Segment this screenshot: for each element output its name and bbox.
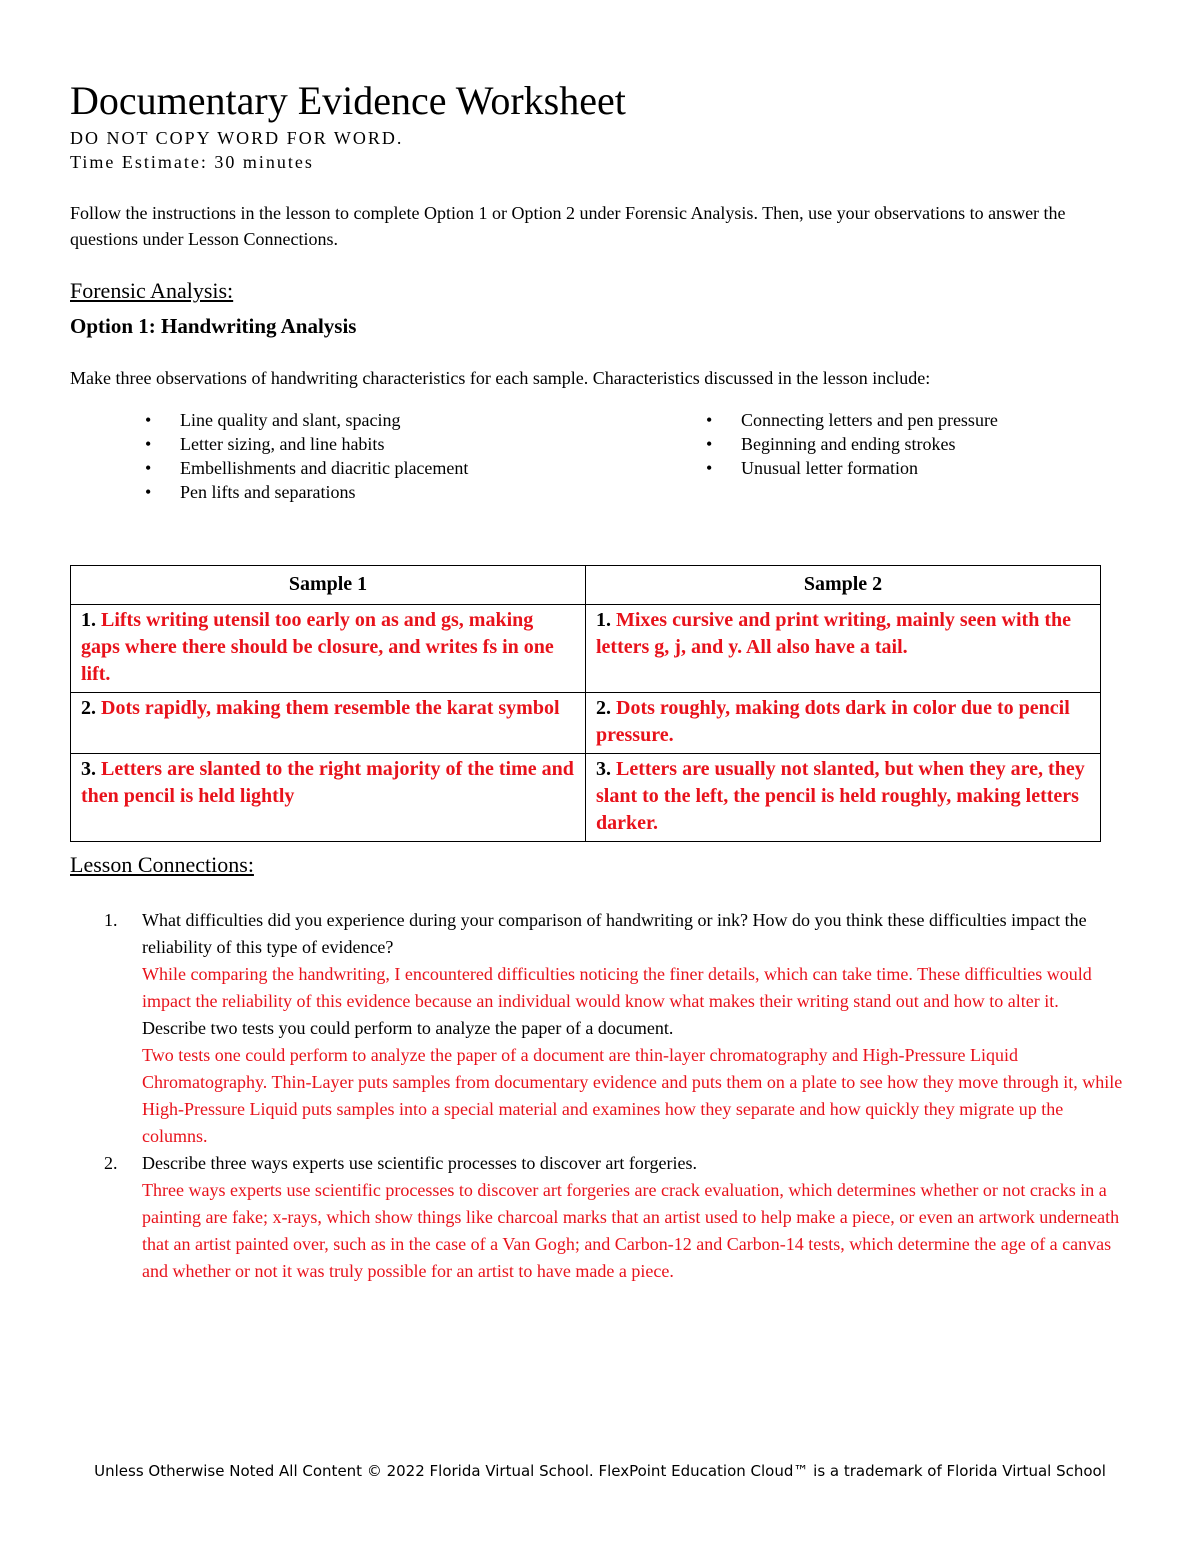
table-header-row [71, 566, 1101, 605]
cell-text: Letters are slanted to the right majority of the time and then pencil is held lightly [81, 758, 574, 807]
table-cell [71, 754, 586, 842]
cell-text: Mixes cursive and print writing, mainly seen with the letters g, j, and y. All also have a tail. [596, 609, 1071, 658]
table-cell [586, 754, 1101, 842]
intro-paragraph: Follow the instructions in the lesson to complete Option 1 or Option 2 under Forensic Analysis. Then, use your observations to answer the questions under Lesson Connections. [70, 203, 1066, 249]
table-cell [586, 605, 1101, 693]
sample-2-header: Sample 2 [586, 566, 1101, 605]
question-item [70, 907, 1130, 1150]
cell-number: 1. [596, 609, 611, 631]
page-title: Documentary Evidence Worksheet [70, 78, 626, 123]
forensic-analysis-heading: Forensic Analysis: [70, 278, 234, 303]
time-estimate: Time Estimate: 30 minutes [70, 152, 314, 172]
answer-text: While comparing the handwriting, I encountered difficulties noticing the finer details, which can take time. These difficulties would impact the reliability of this evidence because an individual would know what makes their writing stand out and how to alter it. [142, 964, 1092, 1011]
question-text: Describe two tests you could perform to analyze the paper of a document. [142, 1018, 674, 1038]
list-item: • Letter sizing, and line habits [145, 432, 468, 456]
samples-table [70, 565, 1101, 842]
question-text: Describe three ways experts use scientific processes to discover art forgeries. [142, 1153, 697, 1173]
questions-list [70, 907, 1130, 1285]
cell-text: Dots roughly, making dots dark in color due to pencil pressure. [596, 697, 1070, 746]
characteristics-list-left [145, 408, 468, 504]
cell-number: 3. [81, 758, 96, 780]
answer-text: Three ways experts use scientific processes to discover art forgeries are crack evaluation, which determines whether or not cracks in a painting are fake; x-rays, which show things like charcoal marks that an artist used to help make a piece, or even an artwork underneath that an artist painted over, such as in the case of a Van Gogh; and Carbon-12 and Carbon-14 tests, which determine the age of a canvas and whether or not it was truly possible for an artist to have made a piece. [142, 1180, 1120, 1281]
question-number: 1. [104, 910, 118, 930]
list-item: • Line quality and slant, spacing [145, 408, 468, 432]
list-item: • Unusual letter formation [706, 456, 998, 480]
copy-notice: DO NOT COPY WORD FOR WORD. [70, 128, 404, 148]
table-cell [586, 693, 1101, 754]
question-text: What difficulties did you experience during your comparison of handwriting or ink? How do you think these difficulties impact the reliability of this type of evidence? [142, 910, 1087, 957]
table-row [71, 754, 1101, 842]
cell-text: Lifts writing utensil too early on as and gs, making gaps where there should be closure, and writes fs in one lift. [81, 609, 554, 685]
cell-text: Letters are usually not slanted, but when they are, they slant to the left, the pencil is held roughly, making letters darker. [596, 758, 1085, 834]
table-cell [71, 605, 586, 693]
characteristics-list-right [706, 408, 998, 480]
list-item: • Embellishments and diacritic placement [145, 456, 468, 480]
footer-copyright: Unless Otherwise Noted All Content © 2022 Florida Virtual School. FlexPoint Education Cloud™ is a trademark of Florida Virtual School [94, 1462, 1106, 1480]
table-row [71, 693, 1101, 754]
cell-number: 1. [81, 609, 96, 631]
lesson-connections-heading: Lesson Connections: [70, 852, 254, 877]
list-item: • Pen lifts and separations [145, 480, 468, 504]
sample-1-header: Sample 1 [71, 566, 586, 605]
question-number: 2. [104, 1153, 118, 1173]
option-title: Option 1: Handwriting Analysis [70, 314, 357, 338]
cell-number: 3. [596, 758, 611, 780]
answer-text: Two tests one could perform to analyze the paper of a document are thin-layer chromatography and High-Pressure Liquid Chromatography. Thin-Layer puts samples from documentary evidence and puts them on a plate to see how they move through it, while High-Pressure Liquid puts samples into a special material and examines how they separate and how quickly they migrate up the columns. [142, 1045, 1123, 1146]
list-item: • Connecting letters and pen pressure [706, 408, 998, 432]
question-item [70, 1150, 1130, 1285]
instructions-text: Make three observations of handwriting characteristics for each sample. Characteristics discussed in the lesson include: [70, 368, 931, 388]
table-cell [71, 693, 586, 754]
cell-number: 2. [596, 697, 611, 719]
table-row [71, 605, 1101, 693]
cell-number: 2. [81, 697, 96, 719]
list-item: • Beginning and ending strokes [706, 432, 998, 456]
cell-text: Dots rapidly, making them resemble the karat symbol [96, 697, 560, 719]
